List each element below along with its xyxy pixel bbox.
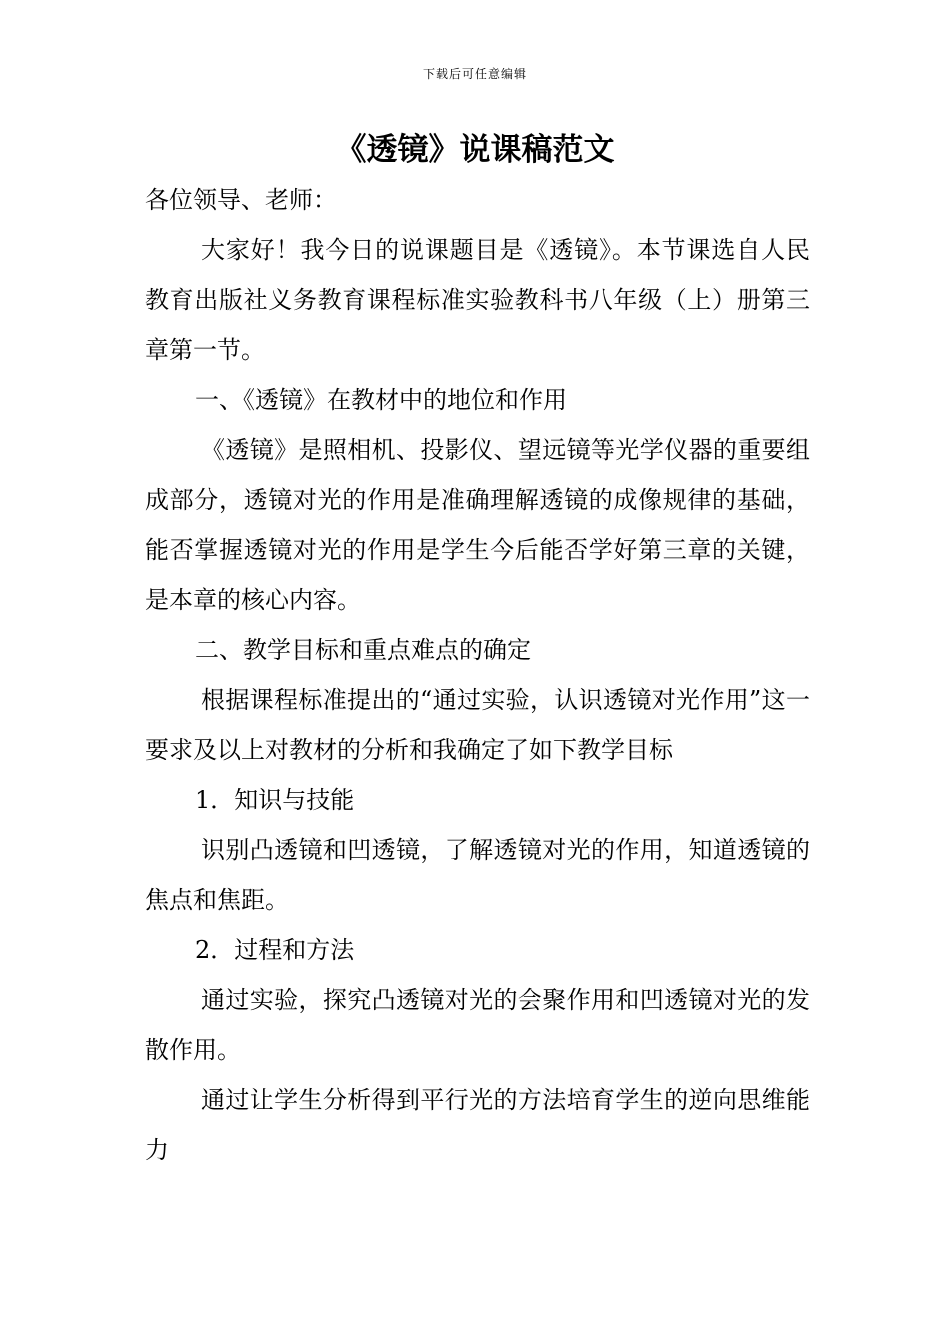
section-2-paragraph: 根据课程标准提出的“通过实验，认识透镜对光作用”这一要求及以上对教材的分析和我确定了如下教学目标 <box>145 686 810 764</box>
item-1-text: 识别凸透镜和凹透镜，了解透镜对光的作用，知道透镜的焦点和焦距。 <box>145 836 810 914</box>
item-1-heading: 1．知识与技能 <box>195 786 355 814</box>
section-2-heading: 二、教学目标和重点难点的确定 <box>195 636 531 664</box>
document-body <box>145 175 810 1175</box>
item-2-heading: 2．过程和方法 <box>195 936 355 964</box>
header-note: 下载后可任意编辑 <box>422 67 527 81</box>
item-2-text-a: 通过实验，探究凸透镜对光的会聚作用和凹透镜对光的发散作用。 <box>145 986 810 1064</box>
document-title: 《透镜》说课稿范文 <box>335 132 615 168</box>
greeting: 各位领导、老师： <box>145 186 337 214</box>
intro-paragraph: 大家好！我今日的说课题目是《透镜》。本节课选自人民教育出版社义务教育课程标准实验教科书八年级（上）册第三章第一节。 <box>145 236 810 364</box>
section-1-paragraph: 《透镜》是照相机、投影仪、望远镜等光学仪器的重要组成部分，透镜对光的作用是准确理解透镜的成像规律的基础，能否掌握透镜对光的作用是学生今后能否学好第三章的关键，是本章的核心内容。 <box>145 436 810 614</box>
section-1-heading: 一、《透镜》在教材中的地位和作用 <box>195 386 567 414</box>
item-2-text-b: 通过让学生分析得到平行光的方法培育学生的逆向思维能力 <box>145 1086 810 1164</box>
